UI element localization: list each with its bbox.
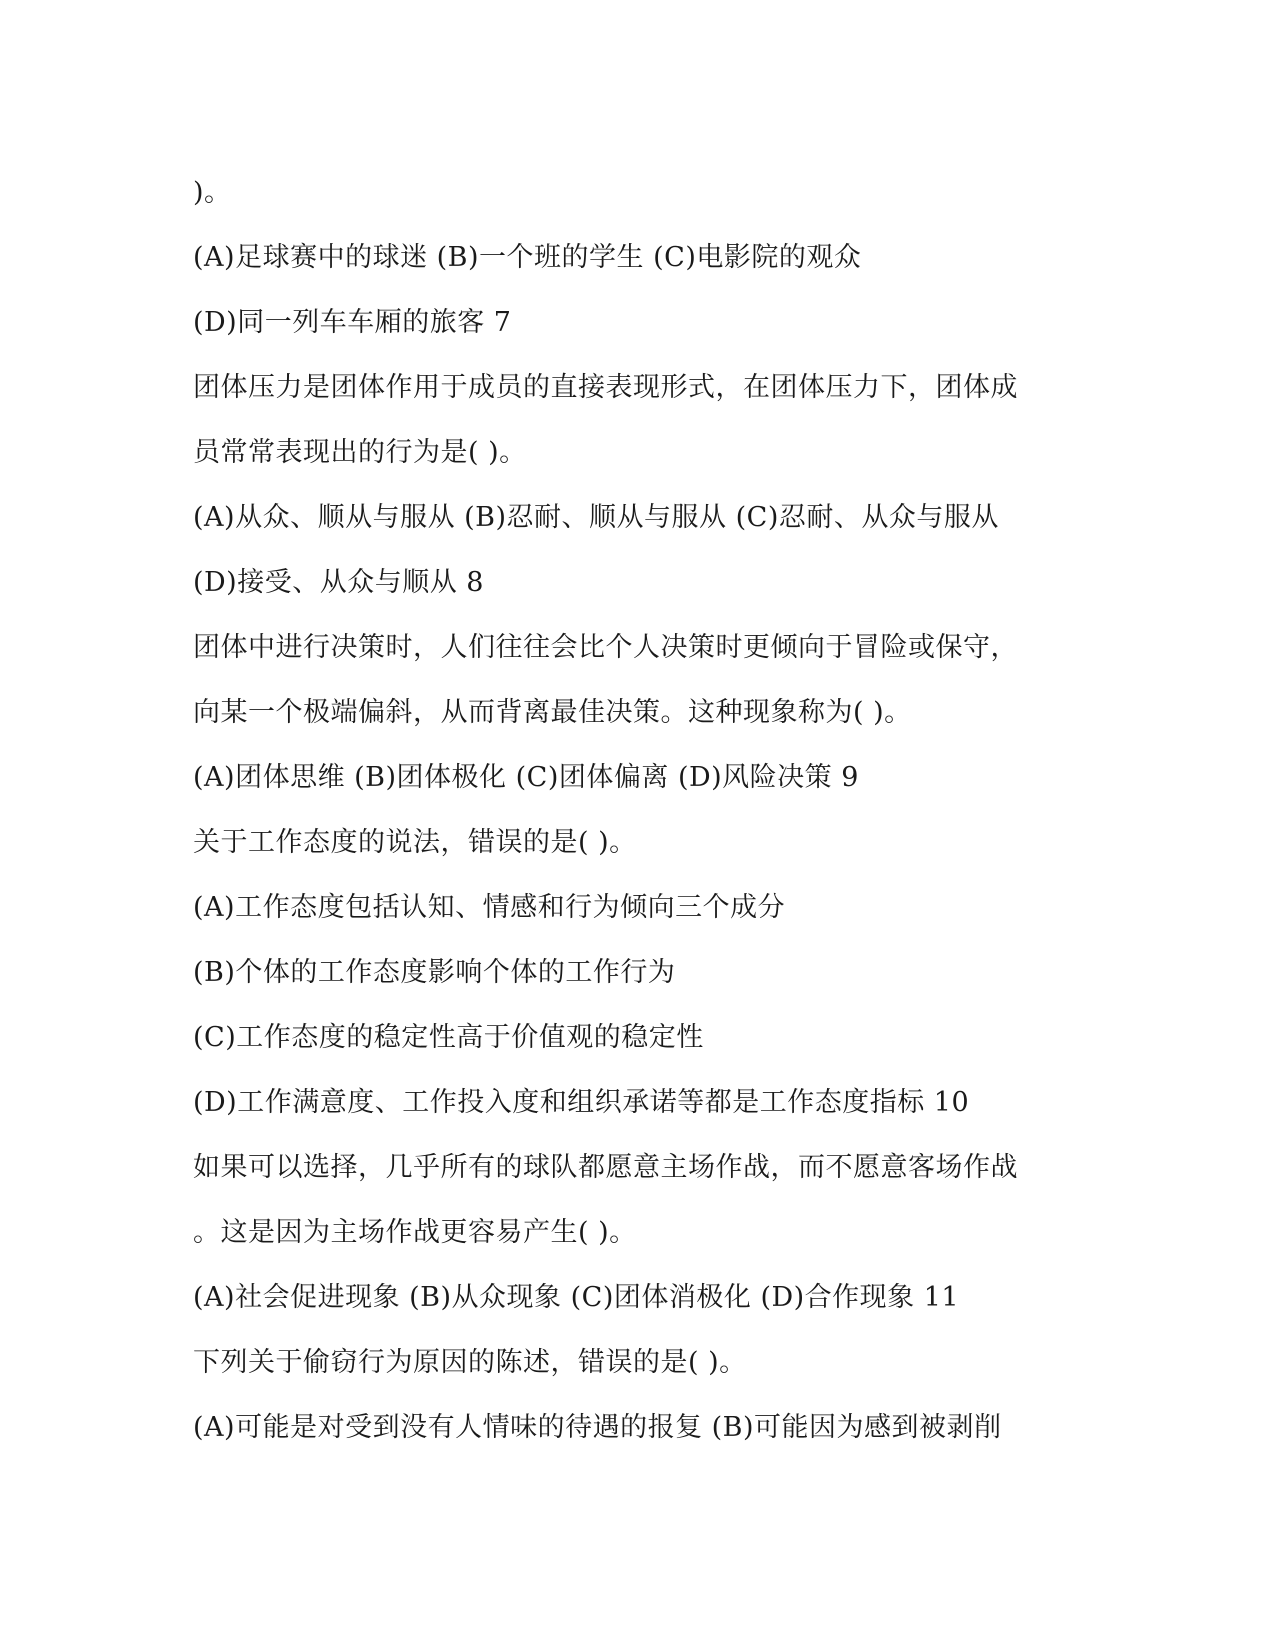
text-line: 向某一个极端偏斜，从而背离最佳决策。这种现象称为( )。 <box>193 697 912 728</box>
text-line: (C)工作态度的稳定性高于价值观的稳定性 <box>193 1022 704 1053</box>
text-line: (D)接受、从众与顺从 8 <box>193 567 484 598</box>
text-body <box>193 160 1093 1460</box>
text-line: (A)足球赛中的球迷 (B)一个班的学生 (C)电影院的观众 <box>193 242 862 273</box>
text-line: 如果可以选择，几乎所有的球队都愿意主场作战，而不愿意客场作战 <box>193 1152 1018 1183</box>
text-line: 团体压力是团体作用于成员的直接表现形式，在团体压力下，团体成 <box>193 372 1018 403</box>
text-line: (D)工作满意度、工作投入度和组织承诺等都是工作态度指标 10 <box>193 1087 970 1118</box>
text-line: (D)同一列车车厢的旅客 7 <box>193 307 512 338</box>
text-line: 员常常表现出的行为是( )。 <box>193 437 527 468</box>
text-line: (A)可能是对受到没有人情味的待遇的报复 (B)可能因为感到被剥削 <box>193 1412 1002 1443</box>
text-line: 团体中进行决策时，人们往往会比个人决策时更倾向于冒险或保守， <box>193 632 1018 663</box>
text-line: (A)从众、顺从与服从 (B)忍耐、顺从与服从 (C)忍耐、从众与服从 <box>193 502 999 533</box>
text-line: 下列关于偷窃行为原因的陈述，错误的是( )。 <box>193 1347 747 1378</box>
text-line: (B)个体的工作态度影响个体的工作行为 <box>193 957 676 988</box>
text-line: )。 <box>193 177 232 208</box>
text-line: (A)工作态度包括认知、情感和行为倾向三个成分 <box>193 892 786 923</box>
text-line: (A)团体思维 (B)团体极化 (C)团体偏离 (D)风险决策 9 <box>193 762 859 793</box>
text-line: 关于工作态度的说法，错误的是( )。 <box>193 827 637 858</box>
text-line: (A)社会促进现象 (B)从众现象 (C)团体消极化 (D)合作现象 11 <box>193 1282 960 1313</box>
text-line: 。这是因为主场作战更容易产生( )。 <box>193 1217 637 1248</box>
